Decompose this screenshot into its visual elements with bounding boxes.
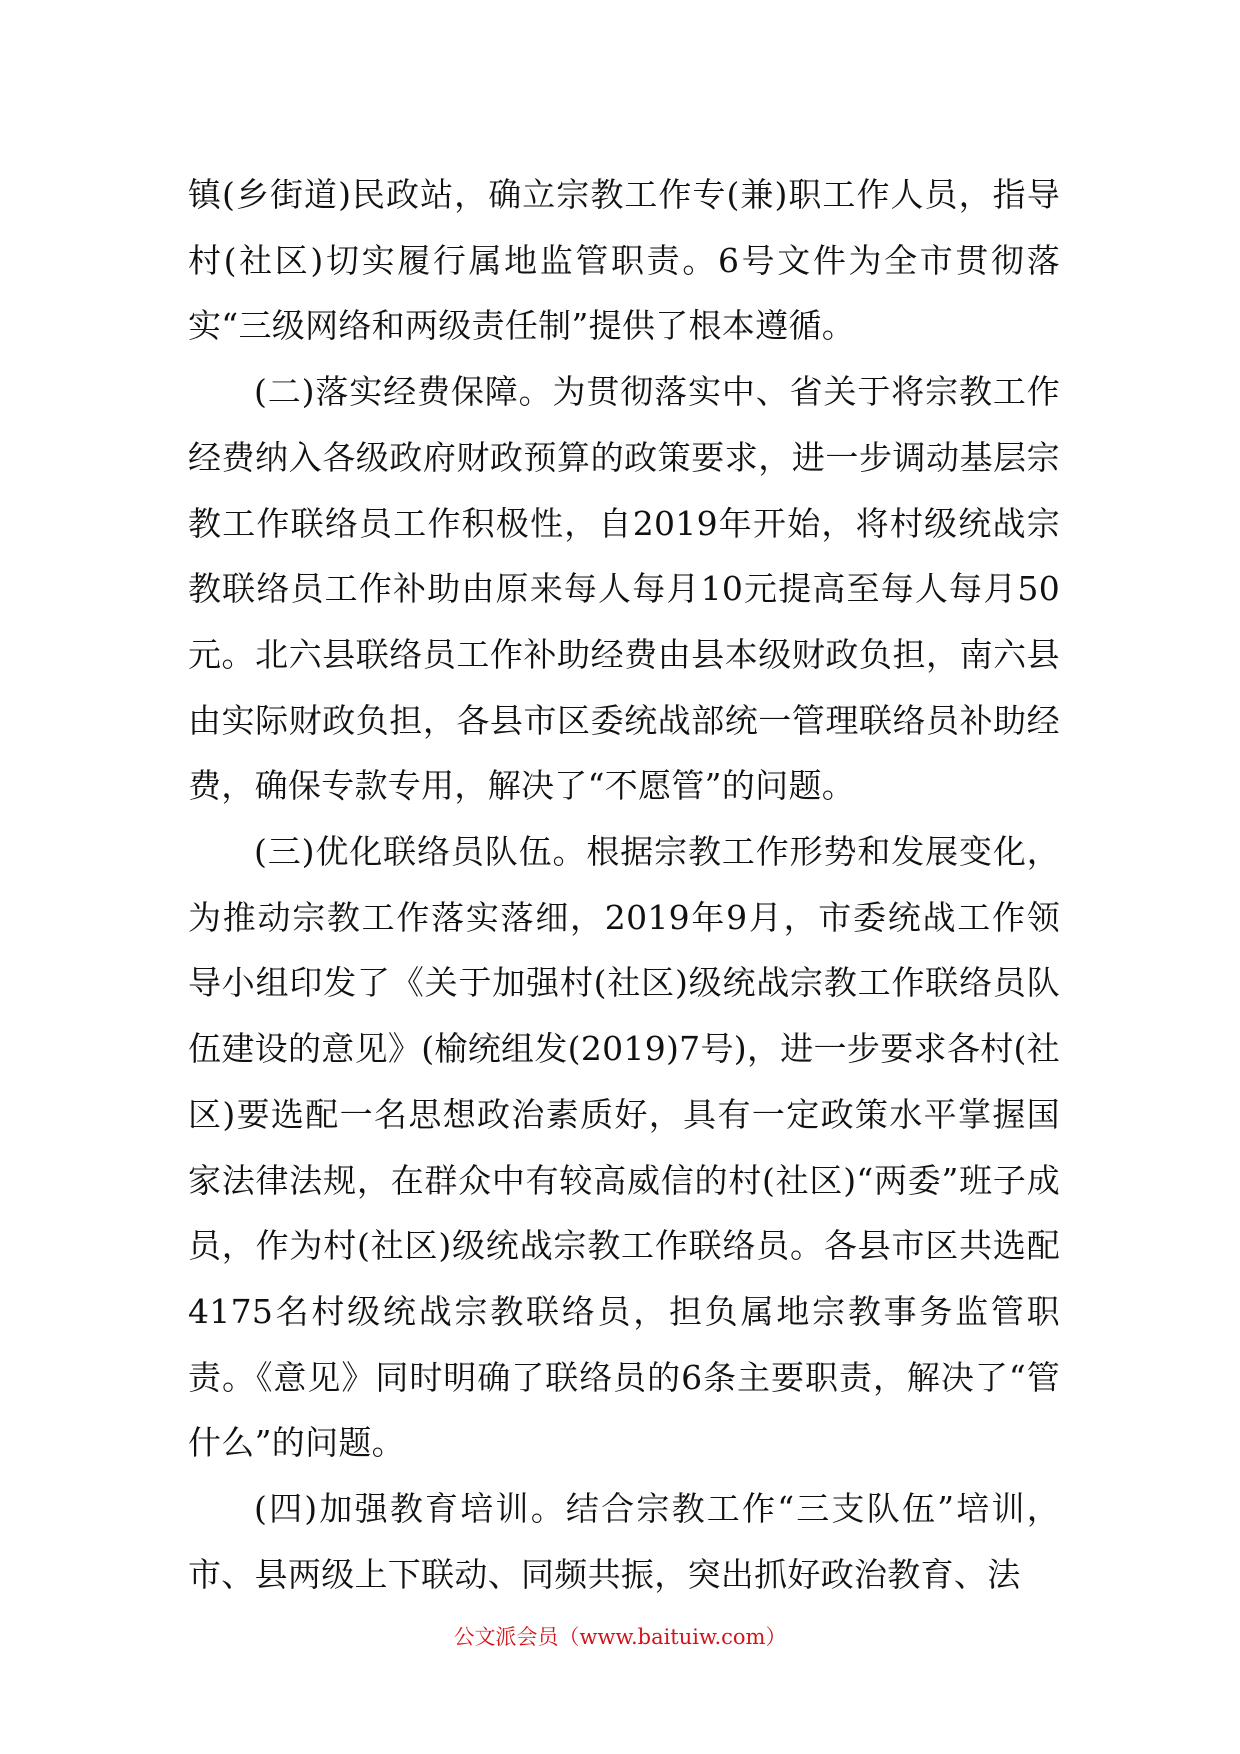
paragraph-education-training: (四)加强教育培训。结合宗教工作“三支队伍”培训，市、县两级上下联动、同频共振，突出抓好政治教育、法 bbox=[188, 1489, 1060, 1594]
footer-watermark: 公文派会员（www.baituiw.com） bbox=[453, 1625, 787, 1649]
paragraph-continued: 镇(乡街道)民政站，确立宗教工作专(兼)职工作人员，指导村(社区)切实履行属地监管职责。6号文件为全市贯彻落实“三级网络和两级责任制”提供了根本遵循。 bbox=[188, 175, 1060, 346]
paragraph-funding-guarantee: (二)落实经费保障。为贯彻落实中、省关于将宗教工作经费纳入各级政府财政预算的政策要求，进一步调动基层宗教工作联络员工作积极性，自2019年开始，将村级统战宗教联络员工作补助由原来每人每月10元提高至每人每月50元。北六县联络员工作补助经费由县本级财政负担，南六县由实际财政负担，各县市区委统战部统一管理联络员补助经费，确保专款专用，解决了“不愿管”的问题。 bbox=[188, 372, 1060, 806]
paragraph-liaison-team: (三)优化联络员队伍。根据宗教工作形势和发展变化，为推动宗教工作落实落细，2019年9月，市委统战工作领导小组印发了《关于加强村(社区)级统战宗教工作联络员队伍建设的意见》(榆统组发(2019)7号)，进一步要求各村(社区)要选配一名思想政治素质好，具有一定政策水平掌握国家法律法规，在群众中有较高威信的村(社区)“两委”班子成员，作为村(社区)级统战宗教工作联络员。各县市区共选配4175名村级统战宗教联络员，担负属地宗教事务监管职责。《意见》同时明确了联络员的6条主要职责，解决了“管什么”的问题。 bbox=[188, 832, 1060, 1463]
document-body bbox=[188, 162, 1060, 1607]
